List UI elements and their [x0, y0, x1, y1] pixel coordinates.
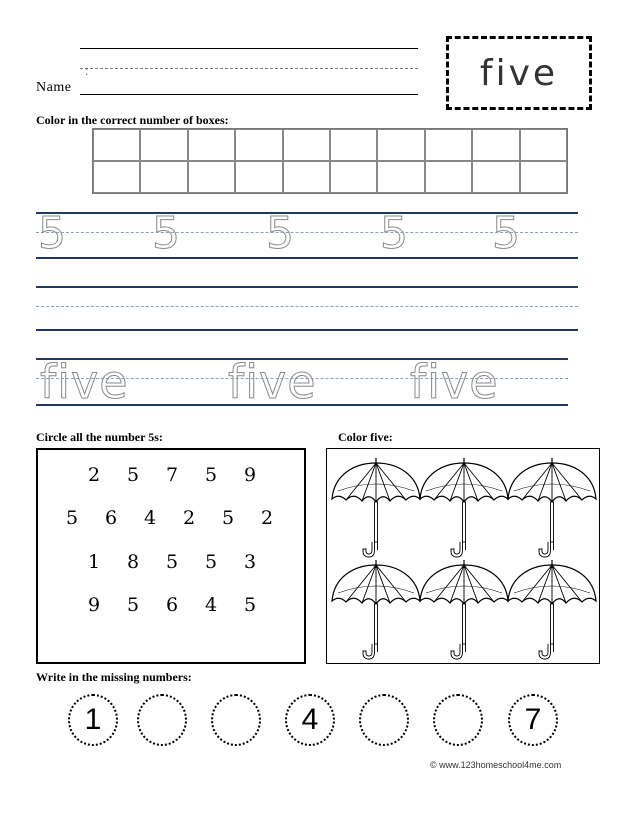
- trace-digit: 5: [152, 208, 180, 259]
- number-row: [62, 507, 277, 529]
- umbrella-grid: [326, 448, 600, 664]
- color-box[interactable]: [283, 129, 330, 161]
- color-box[interactable]: [330, 161, 377, 193]
- number-cell[interactable]: 6: [104, 507, 118, 529]
- color-box[interactable]: [377, 161, 424, 193]
- number-cell[interactable]: 5: [204, 551, 218, 573]
- word-box-text: five: [479, 52, 559, 94]
- color-box[interactable]: [140, 161, 187, 193]
- number-cell[interactable]: 2: [260, 507, 274, 529]
- color-box[interactable]: [283, 161, 330, 193]
- circle-section-heading: Circle all the number 5s:: [36, 430, 163, 444]
- color-box[interactable]: [330, 129, 377, 161]
- color-box[interactable]: [377, 129, 424, 161]
- color-boxes-instruction: Color in the correct number of boxes:: [36, 113, 229, 127]
- practice-line-top[interactable]: [36, 286, 578, 288]
- number-cell[interactable]: 8: [126, 551, 140, 573]
- number-row: [84, 551, 260, 573]
- umbrella-icon[interactable]: [332, 560, 420, 659]
- color-section-heading: Color five:: [338, 430, 393, 444]
- color-box-grid[interactable]: [92, 128, 568, 194]
- color-box[interactable]: [235, 129, 282, 161]
- number-cell[interactable]: 1: [87, 551, 101, 573]
- number-cell[interactable]: 5: [126, 594, 140, 616]
- color-box[interactable]: [188, 161, 235, 193]
- practice-line-base: [36, 329, 578, 331]
- umbrella-icon[interactable]: [420, 458, 508, 557]
- number-cell[interactable]: 5: [165, 551, 179, 573]
- number-row: [84, 464, 260, 486]
- trace-word: five: [228, 355, 317, 409]
- number-cell[interactable]: 2: [87, 464, 101, 486]
- trace-digit: 5: [492, 208, 520, 259]
- color-box[interactable]: [188, 129, 235, 161]
- umbrella-icon[interactable]: [508, 458, 596, 557]
- color-box[interactable]: [520, 129, 567, 161]
- color-box[interactable]: [520, 161, 567, 193]
- name-label: Name: [36, 80, 72, 95]
- trace-digit: 5: [38, 208, 66, 259]
- number-cell[interactable]: 4: [204, 594, 218, 616]
- number-cell[interactable]: 9: [87, 594, 101, 616]
- umbrella-icon[interactable]: [332, 458, 420, 557]
- missing-number-circle[interactable]: 4: [285, 694, 335, 746]
- missing-number-circle[interactable]: 1: [68, 694, 118, 746]
- missing-number-circle[interactable]: 7: [508, 694, 558, 746]
- trace-digit: 5: [266, 208, 294, 259]
- number-cell[interactable]: 5: [221, 507, 235, 529]
- number-cell[interactable]: 4: [143, 507, 157, 529]
- color-box[interactable]: [425, 161, 472, 193]
- color-box[interactable]: [93, 129, 140, 161]
- color-box[interactable]: [472, 129, 519, 161]
- name-line-dashed: [80, 68, 418, 69]
- color-box[interactable]: [472, 161, 519, 193]
- color-box[interactable]: [140, 129, 187, 161]
- number-cell[interactable]: 6: [165, 594, 179, 616]
- missing-number-circle[interactable]: [211, 694, 261, 746]
- name-line-bottom[interactable]: [80, 94, 418, 95]
- copyright-footer: © www.123homeschool4me.com: [430, 760, 562, 770]
- number-cell[interactable]: 3: [243, 551, 257, 573]
- umbrella-icon[interactable]: [420, 560, 508, 659]
- name-label-colon: :: [85, 64, 89, 78]
- trace-word: five: [40, 355, 129, 409]
- number-cell[interactable]: 9: [243, 464, 257, 486]
- number-cell[interactable]: 5: [204, 464, 218, 486]
- word-box: [446, 36, 592, 110]
- missing-number-circle[interactable]: [359, 694, 409, 746]
- number-cell[interactable]: 5: [126, 464, 140, 486]
- missing-number-circle[interactable]: [433, 694, 483, 746]
- number-cell[interactable]: 5: [65, 507, 79, 529]
- number-cell[interactable]: 2: [182, 507, 196, 529]
- number-row: [84, 594, 260, 616]
- name-line-top: [80, 48, 418, 49]
- trace-digit: 5: [380, 208, 408, 259]
- color-box[interactable]: [235, 161, 282, 193]
- number-cell[interactable]: 5: [243, 594, 257, 616]
- umbrella-icon[interactable]: [508, 560, 596, 659]
- number-cell[interactable]: 7: [165, 464, 179, 486]
- color-box[interactable]: [425, 129, 472, 161]
- color-box[interactable]: [93, 161, 140, 193]
- missing-number-circle[interactable]: [137, 694, 187, 746]
- trace-word: five: [410, 355, 499, 409]
- practice-line-mid: [36, 306, 578, 307]
- missing-numbers-heading: Write in the missing numbers:: [36, 670, 192, 684]
